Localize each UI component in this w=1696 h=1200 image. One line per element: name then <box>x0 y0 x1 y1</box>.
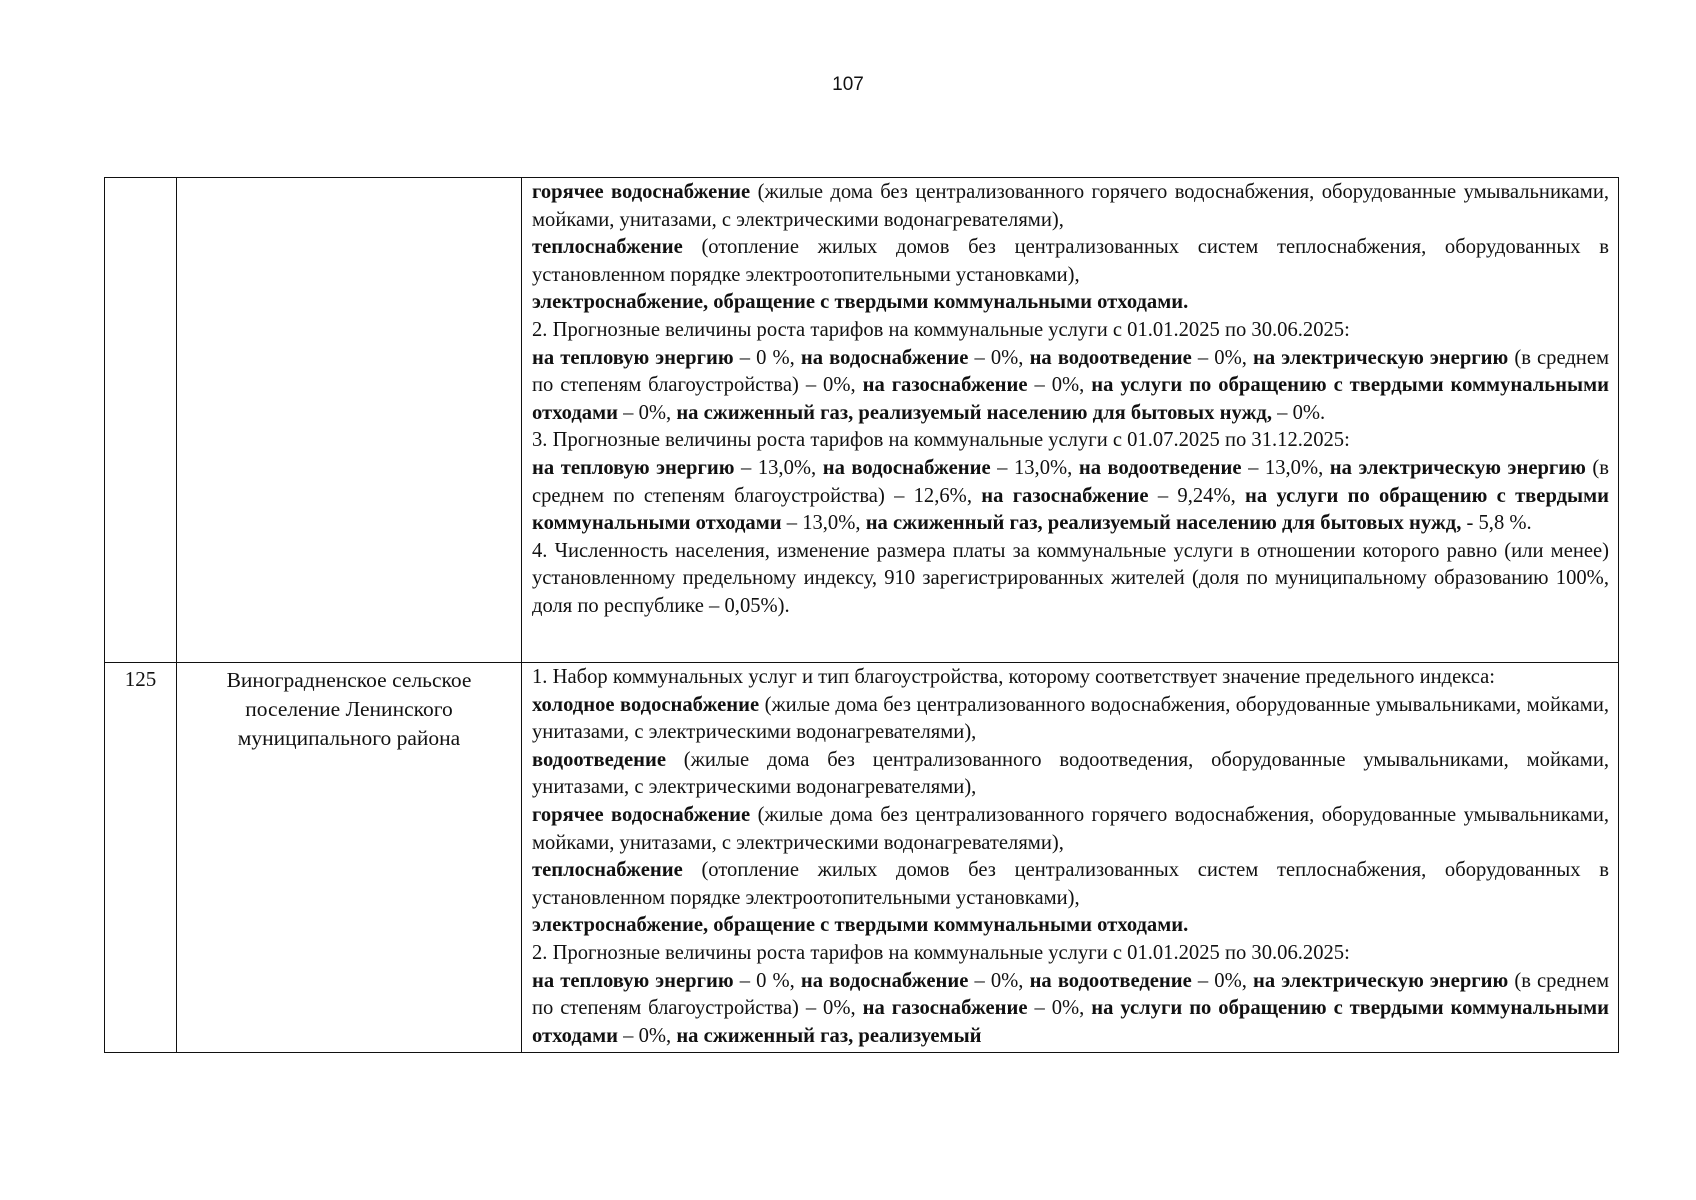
bold-text: теплоснабжение <box>532 236 683 259</box>
table-row <box>105 178 1619 663</box>
content-paragraph <box>532 802 1609 857</box>
bold-text: на водоснабжение <box>822 456 991 479</box>
text-run: – 0%, <box>1191 346 1254 369</box>
text-run: – 13,0%, <box>990 456 1079 479</box>
text-run: – 13,0%, <box>781 512 866 535</box>
row-content <box>522 178 1619 663</box>
bold-text: на водоотведение <box>1078 456 1242 479</box>
text-run: – 0%, <box>1191 969 1254 992</box>
content-paragraph <box>532 692 1609 747</box>
content-paragraph <box>532 857 1609 912</box>
content-paragraph <box>532 747 1609 802</box>
content-paragraph <box>532 912 1609 940</box>
bold-text: горячее водоснабжение <box>532 181 751 203</box>
content-paragraph <box>532 538 1609 621</box>
text-run: - 5,8 %. <box>1461 512 1532 535</box>
text-run: – 0%. <box>1271 401 1326 424</box>
text-run: – 13,0%, <box>734 456 823 479</box>
bold-text: электроснабжение, обращение с твердыми коммунальными отходами. <box>532 291 1189 314</box>
text-run: (в среднем по степеням благоустройства) – 0%, <box>532 969 1610 1020</box>
table-row <box>105 663 1619 1053</box>
text-run: (в среднем по степеням благоустройства) – 0%, <box>532 346 1610 397</box>
bold-text: на газоснабжение <box>981 484 1149 507</box>
bold-text: на тепловую энергию <box>532 456 735 479</box>
text-run: 1. Набор коммунальных услуг и тип благоустройства, которому соответствует значение предельного индекса: <box>532 666 1495 688</box>
text-run: – 0%, <box>617 401 677 424</box>
content-paragraph <box>532 234 1609 289</box>
bold-text: на газоснабжение <box>862 997 1028 1020</box>
text-run: – 0%, <box>968 346 1030 369</box>
bold-text: на электрическую энергию <box>1329 456 1586 479</box>
row-number: 125 <box>105 663 177 1053</box>
text-run: (в среднем по степеням благоустройства) – 12,6%, <box>532 456 1609 507</box>
bold-text: на тепловую энергию <box>532 969 734 992</box>
page-number: 107 <box>832 74 864 95</box>
bold-text: на водоотведение <box>1029 969 1192 992</box>
content-paragraph <box>532 179 1609 234</box>
bold-text: на услуги по обращению с твердыми коммунальными отходами <box>532 484 1610 535</box>
text-run: (отопление жилых домов без централизованных систем теплоснабжения, оборудованных в установленном порядке электроотопительными установками), <box>532 859 1609 909</box>
text-run: (жилые дома без централизованного водоотведения, оборудованные умывальниками, мойками, унитазами, с электрическими водонагревателями), <box>532 748 1609 799</box>
content-paragraph <box>532 289 1609 317</box>
text-run: (жилые дома без централизованного горячего водоснабжения, оборудованные умывальниками, мойками, унитазами, с электрическими водонагревателями), <box>532 803 1610 854</box>
text-run: – 0%, <box>1027 374 1092 397</box>
content-paragraph <box>532 345 1609 428</box>
text-run: – 0%, <box>968 969 1030 992</box>
row-content <box>522 663 1619 1053</box>
bold-text: водоотведение <box>532 748 666 771</box>
bold-text: на водоснабжение <box>800 346 969 369</box>
text-run: – 0 %, <box>733 346 801 369</box>
bold-text: на газоснабжение <box>862 374 1028 397</box>
content-paragraph <box>532 664 1609 692</box>
bold-text: на электрическую энергию <box>1253 969 1509 992</box>
text-run: – 9,24%, <box>1148 484 1246 507</box>
text-run: 2. Прогнозные величины роста тарифов на коммунальные услуги с 01.01.2025 по 30.06.2025: <box>532 941 1350 964</box>
text-run: – 13,0%, <box>1241 456 1330 479</box>
row-number <box>105 178 177 663</box>
text-run: – 0 %, <box>733 969 801 992</box>
bold-text: на водоотведение <box>1029 346 1192 369</box>
text-run: 3. Прогнозные величины роста тарифов на коммунальные услуги с 01.07.2025 по 31.12.2025: <box>532 429 1350 452</box>
municipality-name <box>177 178 522 663</box>
text-run: (жилые дома без централизованного водоснабжения, оборудованные умывальниками, мойками, унитазами, с электрическими водонагревателями), <box>532 693 1609 744</box>
content-paragraph <box>532 455 1609 538</box>
text-run: 4. Численность населения, изменение размера платы за коммунальные услуги в отношении которого равно (или менее) установленному предельному индексу, 910 зарегистрированных жителей (доля по муниципальному образованию 100%, доля по республике – 0,05%). <box>532 539 1609 617</box>
bold-text: горячее водоснабжение <box>532 803 751 826</box>
content-paragraph <box>532 317 1609 345</box>
text-run: – 0%, <box>1027 997 1092 1020</box>
text-run: – 0%, <box>617 1024 677 1047</box>
tariff-table <box>104 177 1619 1053</box>
municipality-name: Виноградненское сельское поселение Ленинского муниципального района <box>177 663 522 1053</box>
text-run: 2. Прогнозные величины роста тарифов на коммунальные услуги с 01.01.2025 по 30.06.2025: <box>532 318 1350 341</box>
bold-text: холодное водоснабжение <box>532 693 760 716</box>
bold-text: на сжиженный газ, реализуемый населению для бытовых нужд, <box>676 401 1272 424</box>
bold-text: на электрическую энергию <box>1253 346 1509 369</box>
bold-text: на услуги по обращению с твердыми коммунальными отходами <box>532 374 1610 424</box>
bold-text: на услуги по обращению с твердыми коммунальными отходами <box>532 997 1610 1047</box>
content-paragraph <box>532 427 1609 455</box>
bold-text: электроснабжение, обращение с твердыми коммунальными отходами. <box>532 914 1189 937</box>
bold-text: на сжиженный газ, реализуемый населению для бытовых нужд, <box>865 512 1462 535</box>
bold-text: на сжиженный газ, реализуемый <box>676 1024 982 1047</box>
bold-text: теплоснабжение <box>532 859 683 882</box>
text-run: (жилые дома без централизованного горячего водоснабжения, оборудованные умывальниками, мойками, унитазами, с электрическими водонагревателями), <box>532 181 1610 231</box>
bold-text: на водоснабжение <box>800 969 969 992</box>
bold-text: на тепловую энергию <box>532 346 734 369</box>
content-paragraph <box>532 968 1609 1051</box>
content-paragraph <box>532 940 1609 968</box>
text-run: (отопление жилых домов без централизованных систем теплоснабжения, оборудованных в установленном порядке электроотопительными установками), <box>532 236 1609 286</box>
